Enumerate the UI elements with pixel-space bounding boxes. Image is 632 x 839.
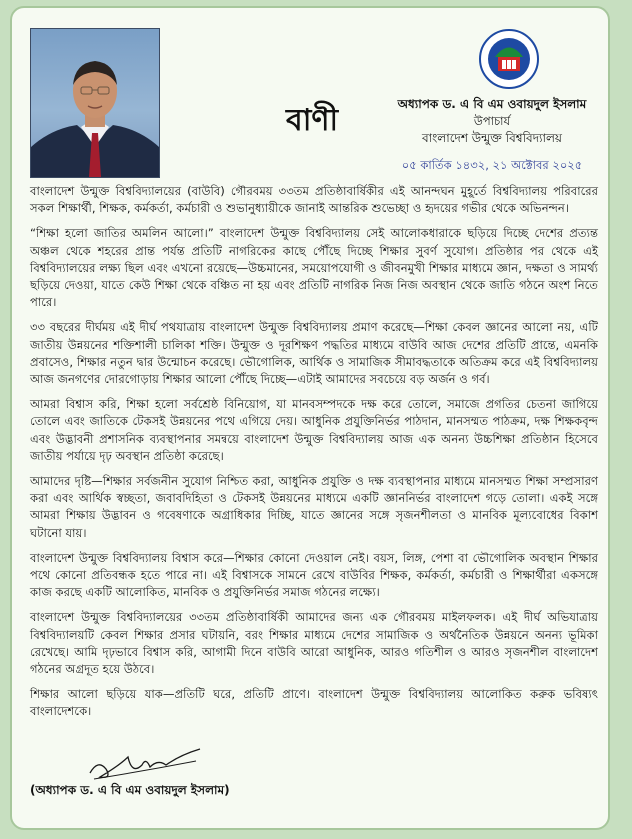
closing-signature-name: (অধ্যাপক ড. এ বি এম ওবায়দুল ইসলাম) — [30, 783, 230, 797]
paragraph: আমাদের দৃষ্টি—শিক্ষার সর্বজনীন সুযোগ নিশ্চিত করা, আধুনিক প্রযুক্তি ও দক্ষ ব্যবস্থাপনার মাধ্যমে মানসম্মত শিক্ষা সম্প্রসারণ করা এবং আর্থিক স্বচ্ছতা, জবাবদিহিতা ও টেকসই উন্নয়নের মাধ্যমে একটি জ্ঞাননির্ভর বাংলাদেশ গড়ে তোলা। একই সঙ্গে আমরা শিক্ষায় উদ্ভাবন ও গবেষণাকে অগ্রাধিকার দিচ্ছি, যাতে জ্ঞানের সঙ্গে সৃজনশীলতা ও মানবিক মূল্যবোধের বিকাশ ঘটানো যায়। — [30, 474, 598, 540]
portrait-photo — [30, 28, 160, 178]
paragraph: বাংলাদেশ উন্মুক্ত বিশ্ববিদ্যালয়ের ৩৩তম প্রতিষ্ঠাবার্ষিকী আমাদের জন্য এক গৌরবময় মাইলফলক। এই দীর্ঘ অভিযাত্রায় বিশ্ববিদ্যালয়টি কেবল শিক্ষার প্রসার ঘটায়নি, বরং শিক্ষার মাধ্যমে দেশের সামাজিক ও অর্থনৈতিক উন্নয়নে অনন্য ভূমিকা রেখেছে। আমি দৃঢ়ভাবে বিশ্বাস করি, আগামী দিনে বাউবি আরো আধুনিক, আরও গতিশীল ও আরও সৃজনশীল বাংলাদেশ গঠনের অগ্রদূত হয়ে উঠবে। — [30, 610, 598, 677]
paragraph: “শিক্ষা হলো জাতির অমলিন আলো।” বাংলাদেশ উন্মুক্ত বিশ্ববিদ্যালয় সেই আলোকধারাকে ছড়িয়ে দিচ্ছে দেশের প্রত্যন্ত অঞ্চল থেকে শহরের প্রান্ত পর্যন্ত প্রতিটি নাগরিকের কাছে পৌঁছে দিচ্ছে শিক্ষার সুবর্ণ সুযোগ। প্রতিষ্ঠার পর থেকে এই বিশ্ববিদ্যালয়ের লক্ষ্য ছিল এবং এখনো রয়েছে—উচ্চমানের, সময়োপযোগী ও জীবনমুখী শিক্ষার মাধ্যমে জ্ঞান, দক্ষতা ও সামর্থ্য ছড়িয়ে দেওয়া, যাতে কেউ শিক্ষা থেকে বঞ্চিত না হয় এবং প্রতিটি নাগরিক নিজ নিজ অবস্থান থেকে জাতি গঠনে অংশ নিতে পারে। — [30, 226, 598, 310]
signatory-role: উপাচার্য — [473, 114, 511, 128]
message-date: ০৫ কার্তিক ১৪৩২, ২১ অক্টোবর ২০২৫ — [401, 158, 583, 172]
page-title: বাণী — [286, 103, 339, 138]
handwritten-signature — [84, 735, 204, 785]
signatory-name: অধ্যাপক ড. এ বি এম ওবায়দুল ইসলাম — [397, 97, 587, 111]
paragraph: বাংলাদেশ উন্মুক্ত বিশ্ববিদ্যালয় বিশ্বাস করে—শিক্ষার কোনো দেওয়াল নেই। বয়স, লিঙ্গ, পেশা বা ভৌগোলিক অবস্থান শিক্ষার পথে কোনো প্রতিবন্ধক হতে পারে না। এই বিশ্বাসকে সামনে রেখে বাউবির শিক্ষক, কর্মকর্তা, কর্মচারী ও শিক্ষার্থীরা একসঙ্গে কাজ করছে একটি আলোকিত, মানবিক ও প্রযুক্তিনির্ভর সমাজ গঠনের লক্ষ্যে। — [30, 550, 598, 600]
signatory-block — [394, 96, 590, 174]
organization-name: বাংলাদেশ উন্মুক্ত বিশ্ববিদ্যালয় — [421, 131, 563, 145]
paragraph: ৩৩ বছরের দীর্ঘময় এই দীর্ঘ পথযাত্রায় বাংলাদেশ উন্মুক্ত বিশ্ববিদ্যালয় প্রমাণ করেছে—শিক্ষা কেবল জ্ঞানের আলো নয়, এটি জাতীয় উন্নয়নের শক্তিশালী চালিকা শক্তি। উন্মুক্ত ও দূরশিক্ষণ পদ্ধতির মাধ্যমে বাউবি আজ দেশের প্রতিটি প্রান্তে, এমনকি প্রবাসেও, শিক্ষার নতুন দ্বার উন্মোচন করেছে। ভৌগোলিক, আর্থিক ও সামাজিক সীমাবদ্ধতাকে অতিক্রম করে এই বিশ্ববিদ্যালয় আজ জনগণের দোরগোড়ায় শিক্ষার আলো পৌঁছে দিচ্ছে—এটাই আমাদের সবচেয়ে বড় অর্জন ও গর্ব। — [30, 320, 598, 387]
portrait-illustration — [31, 29, 159, 177]
paragraph: আমরা বিশ্বাস করি, শিক্ষা হলো সর্বশ্রেষ্ঠ বিনিয়োগ, যা মানবসম্পদকে দক্ষ করে তোলে, সমাজে প্রগতির চেতনা জাগিয়ে তোলে এবং জাতিকে টেকসই উন্নয়নের পথে এগিয়ে দেয়। আধুনিক প্রযুক্তিনির্ভর পাঠদান, মানসম্মত পাঠক্রম, দক্ষ শিক্ষকবৃন্দ এবং উদ্ভাবনী প্রশাসনিক ব্যবস্থাপনার সমন্বয়ে বাংলাদেশ উন্মুক্ত বিশ্ববিদ্যালয় আজ এক অনন্য উচ্চশিক্ষা প্রতিষ্ঠান হিসেবে জাতীয় পর্যায়ে দৃঢ় অবস্থান প্রতিষ্ঠা করেছে। — [30, 397, 598, 463]
message-body — [30, 183, 598, 729]
paragraph: শিক্ষার আলো ছড়িয়ে যাক—প্রতিটি ঘরে, প্রতিটি প্রাণে। বাংলাদেশ উন্মুক্ত বিশ্ববিদ্যালয় আলোকিত করুক ভবিষ্যৎ বাংলাদেশকে। — [30, 687, 598, 719]
university-logo — [478, 28, 540, 90]
paragraph: বাংলাদেশ উন্মুক্ত বিশ্ববিদ্যালয়ের (বাউবি) গৌরবময় ৩৩তম প্রতিষ্ঠাবার্ষিকীর এই আনন্দঘন মুহূর্তে বিশ্ববিদ্যালয় পরিবারের সকল শিক্ষার্থী, শিক্ষক, কর্মকর্তা, কর্মচারী ও শুভানুধ্যায়ীকে জানাই আন্তরিক শুভেচ্ছা ও হৃদয়ের গভীর থেকে অভিনন্দন। — [30, 184, 598, 216]
